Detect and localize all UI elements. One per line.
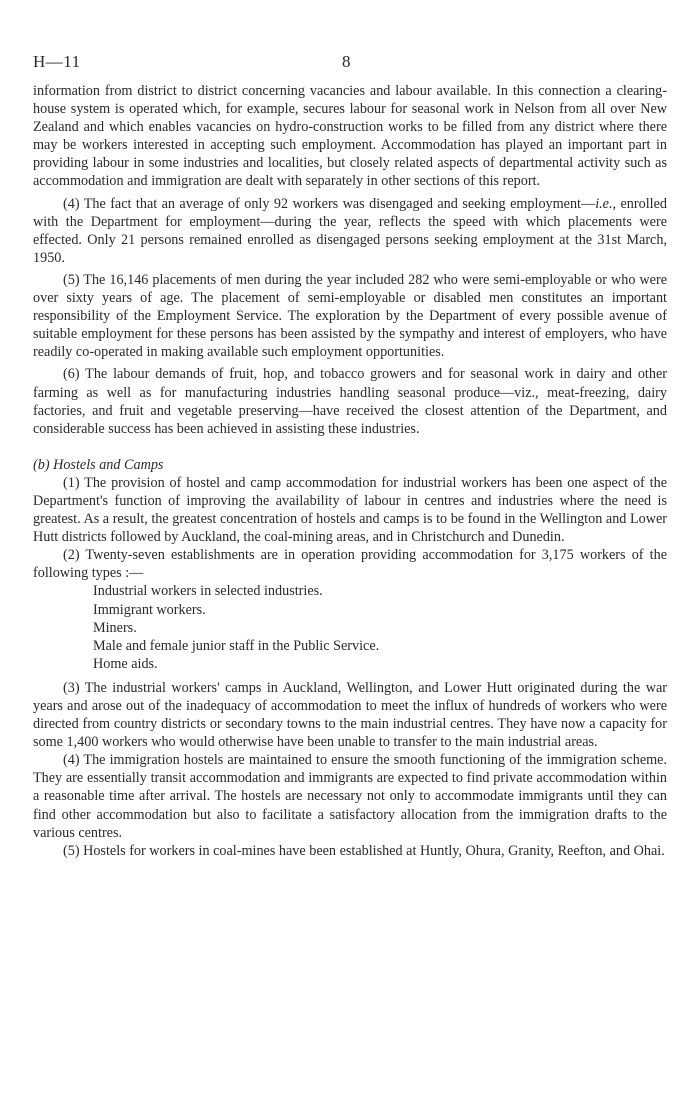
paragraph-b4-immigration-hostels: (4) The immigration hostels are maintained to ensure the smooth functioning of the immigration scheme. They are essentially transit accommodation and immigrants are expected to find private accommodation within a reasonable time after arrival. The hostels are necessary not only to accommodate immigrants until they can find other accommodation but also to facilitate a satisfactory allocation from the immigration drafts to the various centres. <box>33 752 667 841</box>
document-reference: H—11 <box>33 52 81 71</box>
paragraph-continued: information from district to district concerning vacancies and labour available. In this connection a clearing-house system is operated which, for example, secures labour for seasonal work in Nelson from all over New Zealand and which enables vacancies on hydro-construction works to be filled from any district where there may be workers interested in accepting such employment. Accommodation has played an important part in providing labour in some industries and localities, but closely related aspects of departmental activity such as accommodation and immigration are dealt with separately in other sections of this report. <box>33 83 667 190</box>
page-header <box>33 52 667 82</box>
paragraph-4-enrolment <box>33 195 667 267</box>
worker-types-list <box>33 582 667 672</box>
paragraph-5-placements: (5) The 16,146 placements of men during the year included 282 who were semi-employable or who were over sixty years of age. The placement of semi-employable or disabled men constitutes an important responsibility of the Employment Service. The exploration by the Department of every possible avenue of suitable employment for these persons has been assisted by the sympathy and interest of employers, who have readily co-operated in making available such employment opportunities. <box>33 271 667 361</box>
list-item: Home aids. <box>93 655 158 672</box>
paragraph-b2-establishments: (2) Twenty-seven establishments are in operation providing accommodation for 3,175 workers of the following types :— <box>33 547 667 582</box>
section-title: Hostels and Camps <box>53 456 164 473</box>
list-item: Miners. <box>93 619 137 636</box>
paragraph-4-italic-ie: i.e., <box>595 195 617 212</box>
section-label: (b) <box>33 456 50 473</box>
paragraph-4-text-a: (4) The fact that an average of only 92 workers was disengaged and seeking employment— <box>63 195 596 212</box>
paragraph-4-text-b: enrolled with the Department for employment—during the year, reflects the speed with which placements were effected. Only 21 persons remained enrolled as disengaged persons seeking employment at the 31st March, 1950. <box>33 195 667 266</box>
list-item: Immigrant workers. <box>93 601 206 618</box>
paragraph-b5-coal-mine-hostels: (5) Hostels for workers in coal-mines have been established at Huntly, Ohura, Granity, Reefton, and Ohai. <box>63 842 665 859</box>
list-item: Industrial workers in selected industries. <box>93 583 323 600</box>
section-heading-hostels-camps <box>33 456 667 474</box>
page-number: 8 <box>342 52 351 71</box>
document-page <box>33 52 667 860</box>
paragraph-6-seasonal-labour: (6) The labour demands of fruit, hop, and tobacco growers and for seasonal work in dairy and other farming as well as for manufacturing industries handling seasonal produce—viz., meat-freezing, dairy factories, and fruit and vegetable preserving—have received the closest attention of the Department, and considerable success has been achieved in assisting these industries. <box>33 366 667 437</box>
paragraph-b1-provision: (1) The provision of hostel and camp accommodation for industrial workers has been one aspect of the Department's function of improving the availability of labour in centres and industries where the need is greatest. As a result, the greatest concentration of hostels and camps is to be found in the Wellington and Lower Hutt districts followed by Auckland, the coal-mining areas, and in Christchurch and Dunedin. <box>33 474 667 546</box>
list-item: Male and female junior staff in the Public Service. <box>93 637 380 654</box>
paragraph-b3-industrial-camps: (3) The industrial workers' camps in Auckland, Wellington, and Lower Hutt originated during the war years and arose out of the inadequacy of accommodation to meet the influx of hundreds of workers who were directed from country districts or secondary towns to the main industrial centres. They have now a capacity for some 1,400 workers who would otherwise have been unable to transfer to the main industrial areas. <box>33 679 667 751</box>
